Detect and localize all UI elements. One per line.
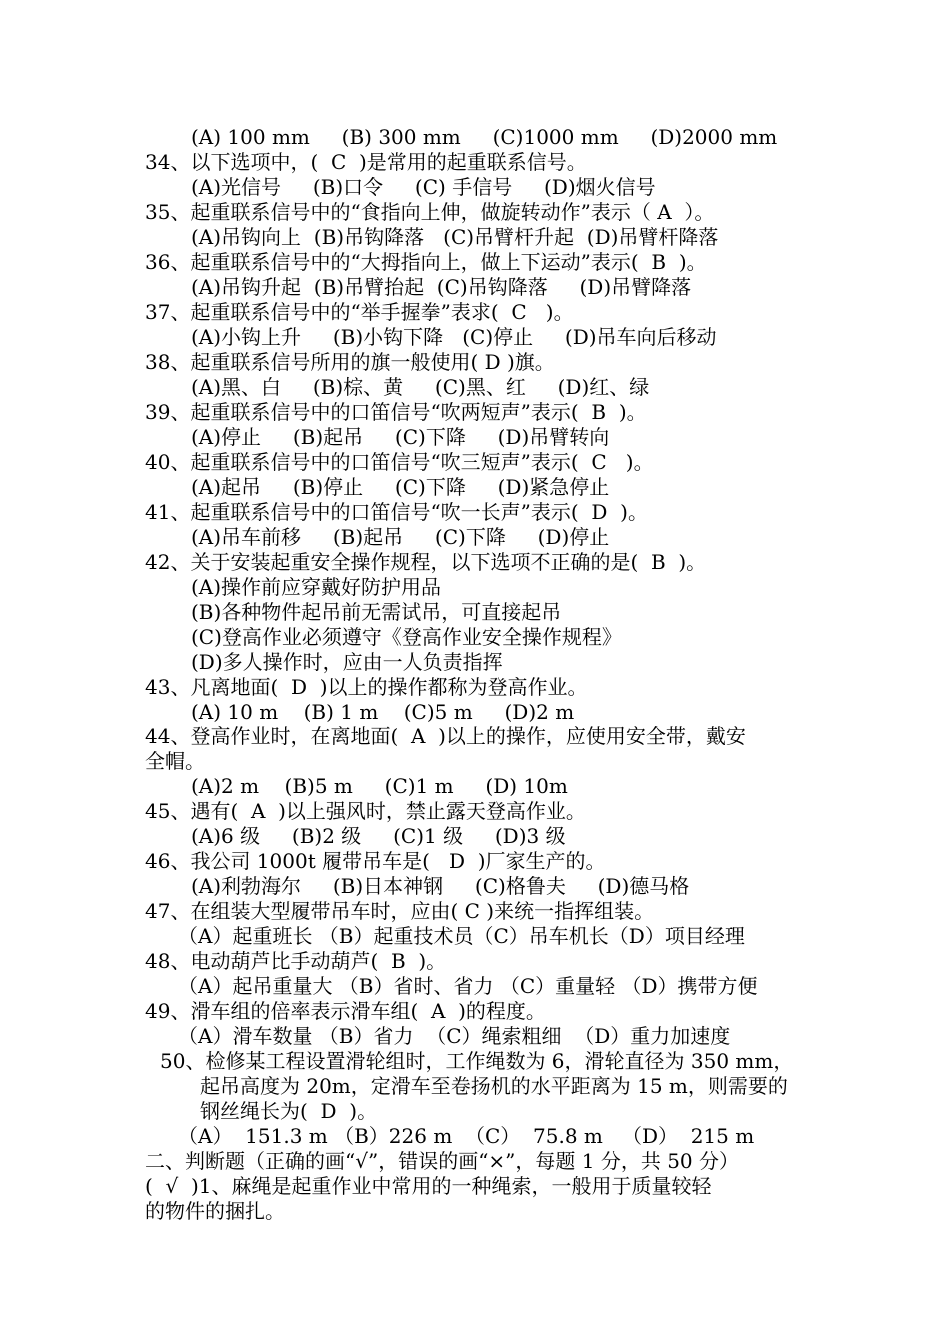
question-38: 38、起重联系信号所用的旗一般使用( D )旗。 bbox=[145, 350, 555, 374]
q49-options: （A）滑车数量 （B）省力 （C）绳索粗细 （D）重力加速度 bbox=[178, 1024, 731, 1048]
question-44-cont: 全帽。 bbox=[145, 749, 205, 773]
question-49: 49、滑车组的倍率表示滑车组( A )的程度。 bbox=[145, 999, 546, 1023]
question-40: 40、起重联系信号中的口笛信号“吹三短声”表示( C )。 bbox=[145, 450, 654, 474]
q41-options: (A)吊车前移 (B)起吊 (C)下降 (D)停止 bbox=[191, 525, 610, 549]
q50-options: （A） 151.3 m （B）226 m （C） 75.8 m （D） 215 m bbox=[178, 1124, 755, 1148]
q39-options: (A)停止 (B)起吊 (C)下降 (D)吊臂转向 bbox=[191, 425, 610, 449]
question-39: 39、起重联系信号中的口笛信号“吹两短声”表示( B )。 bbox=[145, 400, 647, 424]
question-36: 36、起重联系信号中的“大拇指向上，做上下运动”表示( B )。 bbox=[145, 250, 707, 274]
question-41: 41、起重联系信号中的口笛信号“吹一长声”表示( D )。 bbox=[145, 500, 648, 524]
q42-option-d: (D)多人操作时，应由一人负责指挥 bbox=[191, 650, 503, 674]
tf-question-1-cont: 的物件的捆扎。 bbox=[145, 1199, 285, 1223]
q36-options: (A)吊钩升起 (B)吊臂抬起 (C)吊钩降落 (D)吊臂降落 bbox=[191, 275, 692, 299]
question-50-cont-2: 钢丝绳长为( D )。 bbox=[200, 1099, 378, 1123]
q42-option-a: (A)操作前应穿戴好防护用品 bbox=[191, 575, 442, 599]
q48-options: （A）起吊重量大 （B）省时、省力 （C）重量轻 （D）携带方便 bbox=[178, 974, 758, 998]
question-35: 35、起重联系信号中的“食指向上伸，做旋转动作”表示（ A ）。 bbox=[145, 200, 715, 224]
q47-options: （A）起重班长 （B）起重技术员（C）吊车机长（D）项目经理 bbox=[178, 924, 745, 948]
q40-options: (A)起吊 (B)停止 (C)下降 (D)紧急停止 bbox=[191, 475, 610, 499]
question-37: 37、起重联系信号中的“举手握拳”表求( C )。 bbox=[145, 300, 574, 324]
question-44: 44、登高作业时，在离地面( A )以上的操作，应使用安全带，戴安 bbox=[145, 724, 746, 748]
question-50: 50、检修某工程设置滑轮组时，工作绳数为 6，滑轮直径为 350 mm， bbox=[160, 1049, 794, 1073]
question-46: 46、我公司 1000t 履带吊车是( D )厂家生产的。 bbox=[145, 849, 606, 873]
q43-options: (A) 10 m (B) 1 m (C)5 m (D)2 m bbox=[191, 700, 575, 724]
q38-options: (A)黑、白 (B)棕、黄 (C)黑、红 (D)红、绿 bbox=[191, 375, 650, 399]
q44-options: (A)2 m (B)5 m (C)1 m (D) 10m bbox=[191, 774, 568, 798]
question-43: 43、凡离地面( D )以上的操作都称为登高作业。 bbox=[145, 675, 588, 699]
q35-options: (A)吊钩向上 (B)吊钩降落 (C)吊臂杆升起 (D)吊臂杆降落 bbox=[191, 225, 719, 249]
q46-options: (A)利勃海尔 (B)日本神钢 (C)格鲁夫 (D)德马格 bbox=[191, 874, 690, 898]
section-heading-true-false: 二、判断题（正确的画“√”，错误的画“×”，每题 1 分，共 50 分） bbox=[145, 1149, 740, 1173]
q33-options: (A) 100 mm (B) 300 mm (C)1000 mm (D)2000 mm bbox=[191, 125, 778, 149]
tf-question-1: ( √ )1、麻绳是起重作业中常用的一种绳索，一般用于质量较轻 bbox=[145, 1174, 712, 1198]
q34-options: (A)光信号 (B)口令 (C) 手信号 (D)烟火信号 bbox=[191, 175, 656, 199]
question-34: 34、以下选项中，( C )是常用的起重联系信号。 bbox=[145, 150, 587, 174]
q37-options: (A)小钩上升 (B)小钩下降 (C)停止 (D)吊车向后移动 bbox=[191, 325, 717, 349]
question-48: 48、电动葫芦比手动葫芦( B )。 bbox=[145, 949, 447, 973]
q42-option-c: (C)登高作业必须遵守《登高作业安全操作规程》 bbox=[191, 625, 622, 649]
question-50-cont-1: 起吊高度为 20m，定滑车至卷扬机的水平距离为 15 m，则需要的 bbox=[200, 1074, 788, 1098]
question-42: 42、关于安装起重安全操作规程，以下选项不正确的是( B )。 bbox=[145, 550, 707, 574]
q42-option-b: (B)各种物件起吊前无需试吊，可直接起吊 bbox=[191, 600, 562, 624]
question-45: 45、遇有( A )以上强风时，禁止露天登高作业。 bbox=[145, 799, 586, 823]
question-47: 47、在组装大型履带吊车时，应由( C )来统一指挥组装。 bbox=[145, 899, 655, 923]
q45-options: (A)6 级 (B)2 级 (C)1 级 (D)3 级 bbox=[191, 824, 566, 848]
